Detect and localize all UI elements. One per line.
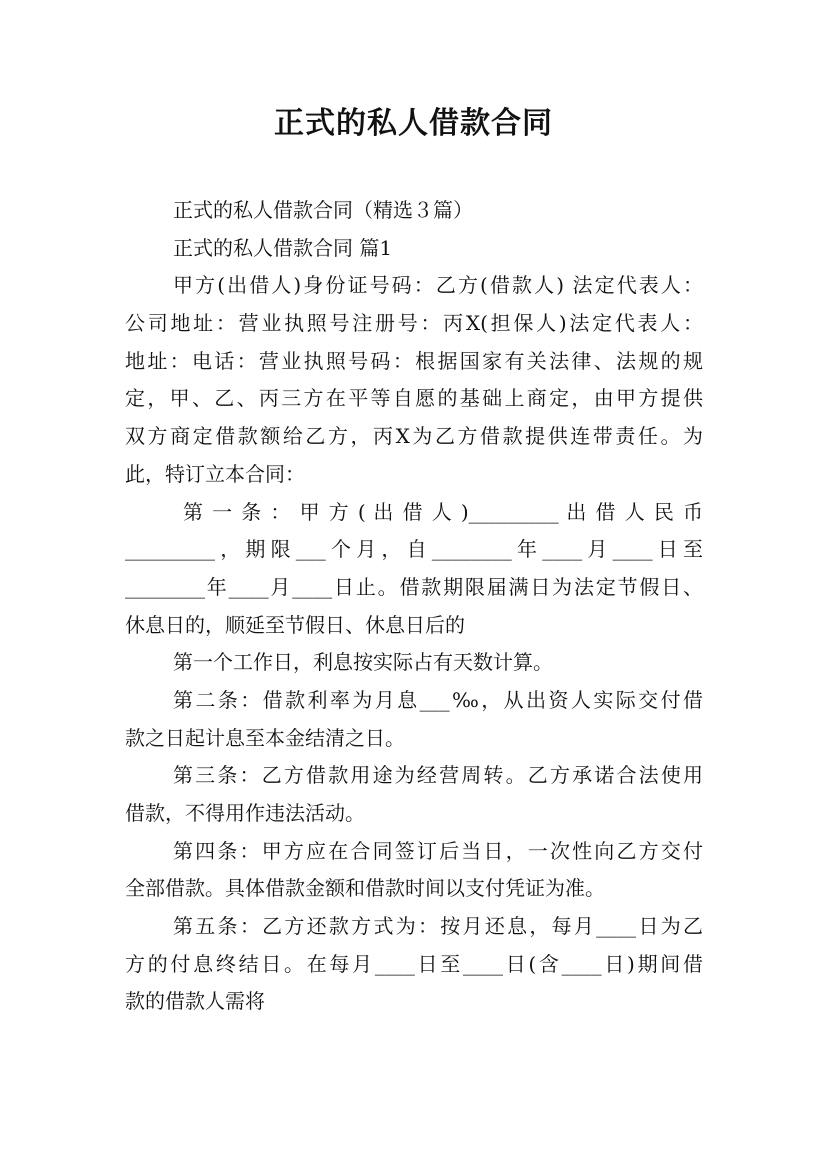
article-3-line: 借款，不得用作违法活动。 — [125, 801, 365, 825]
article-2-line: 第二条：借款利率为月息___‰，从出资人实际交付借 — [173, 687, 703, 712]
paragraph-line: 甲方(出借人)身份证号码：乙方(借款人) 法定代表人： — [173, 273, 703, 298]
article-3-line: 第三条：乙方借款用途为经营周转。乙方承诺合法使用 — [173, 763, 703, 788]
article-5-line: 款的借款人需将 — [125, 989, 265, 1014]
section-heading-line: 正式的私人借款合同 篇1 — [173, 235, 393, 260]
article-1-line: _________，期限___个月，自________年____月____日至 — [125, 537, 703, 562]
article-5-line: 第五条：乙方还款方式为：按月还息，每月____日为乙 — [173, 914, 703, 939]
paragraph-line: 双方商定借款额给乙方，丙X为乙方借款提供连带责任。为 — [125, 424, 703, 449]
subtitle-line: 正式的私人借款合同（精选３篇） — [173, 198, 473, 222]
article-1-line: ________年____月____日止。借款期限届满日为法定节假日、 — [125, 574, 703, 599]
article-1-line: 第一个工作日，利息按实际占有天数计算。 — [173, 650, 553, 675]
paragraph-line: 定，甲、乙、丙三方在平等自愿的基础上商定，由甲方提供 — [125, 386, 703, 411]
article-2-line: 款之日起计息至本金结清之日。 — [125, 725, 405, 750]
paragraph-line: 此，特订立本合同： — [125, 461, 305, 486]
article-5-line: 方的付息终结日。在每月____日至____日(含____日)期间借 — [125, 951, 703, 976]
article-4-line: 第四条：甲方应在合同签订后当日，一次性向乙方交付 — [173, 838, 703, 863]
article-1-line: 休息日的，顺延至节假日、休息日后的 — [125, 612, 465, 637]
paragraph-line: 地址：电话：营业执照号码：根据国家有关法律、法规的规 — [125, 348, 703, 373]
document-body — [125, 192, 703, 1021]
document-title: 正式的私人借款合同 — [274, 106, 553, 141]
article-1-line: 第 一 条 ： 甲 方 ( 出 借 人 )_________ 出 借 人 民 币 — [183, 499, 703, 524]
article-4-line: 全部借款。具体借款金额和借款时间以支付凭证为准。 — [125, 876, 605, 901]
paragraph-line: 公司地址：营业执照号注册号：丙X(担保人)法定代表人： — [125, 311, 703, 336]
